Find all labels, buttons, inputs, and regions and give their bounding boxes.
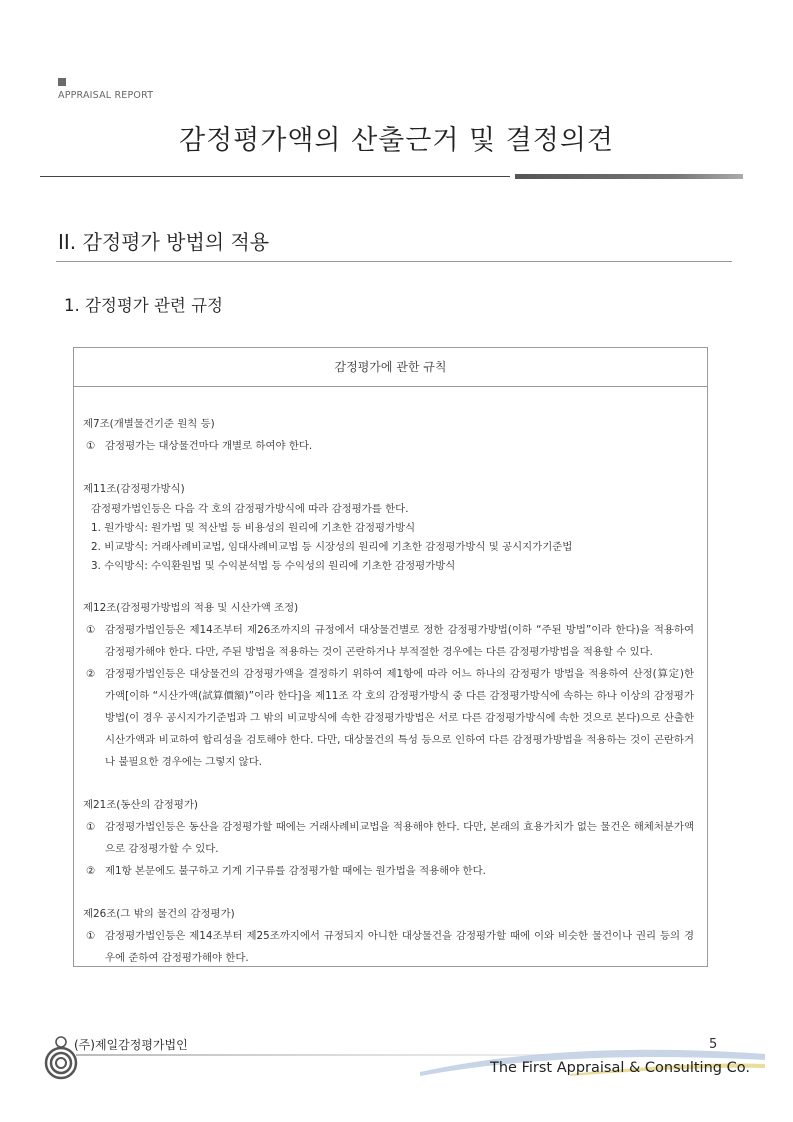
footer-company-kr: (주)제일감정평가법인 bbox=[74, 1038, 188, 1052]
section-title: II. 감정평가 방법의 적용 bbox=[58, 230, 270, 254]
paragraph-text: 감정평가법인등은 동산을 감정평가할 때에는 거래사례비교법을 적용해야 한다. 다만, 본래의 효용가치가 없는 물건은 해체처분가액으로 감정평가할 수 있다. bbox=[105, 821, 694, 855]
article-heading: 제7조(개별물건기준 원칙 등) bbox=[83, 418, 215, 430]
paragraph-text: 감정평가법인등은 제14조부터 제26조까지의 규정에서 대상물건별로 정한 감정평가방법(이하 “주된 방법”이라 한다)을 적용하여 감정평가해야 한다. 다만, 주된 방법을 적용하는 것이 곤란하거나 부적절한 경우에는 다른 감정평가방법을 적용할 수 있다. bbox=[105, 624, 694, 658]
paragraph-mark: ② bbox=[86, 865, 96, 877]
paragraph-text: 감정평가는 대상물건마다 개별로 하여야 한다. bbox=[105, 440, 313, 452]
article-paragraph bbox=[83, 860, 698, 882]
paragraph-mark: ① bbox=[86, 440, 96, 452]
article-line: 3. 수익방식: 수익환원법 및 수익분석법 등 수익성의 원리에 기초한 감정평가방식 bbox=[91, 560, 456, 572]
report-label: APPRAISAL REPORT bbox=[58, 90, 154, 101]
rules-box-body bbox=[83, 414, 698, 991]
page-number: 5 bbox=[709, 1037, 718, 1052]
article-line: 1. 원가방식: 원가법 및 적산법 등 비용성의 원리에 기초한 감정평가방식 bbox=[91, 522, 416, 534]
article-21 bbox=[83, 795, 698, 882]
article-heading: 제26조(그 밖의 물건의 감정평가) bbox=[83, 908, 235, 920]
article-26 bbox=[83, 904, 698, 969]
article-line: 2. 비교방식: 거래사례비교법, 임대사례비교법 등 시장성의 원리에 기초한 감정평가방식 및 공시지가기준법 bbox=[91, 541, 573, 553]
paragraph-mark: ① bbox=[86, 930, 96, 942]
paragraph-mark: ① bbox=[86, 821, 96, 833]
article-heading: 제21조(동산의 감정평가) bbox=[83, 799, 198, 811]
title-rule-thin bbox=[40, 176, 510, 177]
article-paragraph bbox=[83, 435, 698, 457]
paragraph-text: 제1항 본문에도 불구하고 기계 기구류를 감정평가할 때에는 원가법을 적용해야 한다. bbox=[105, 865, 486, 877]
article-7 bbox=[83, 414, 698, 457]
paragraph-text: 감정평가법인등은 제14조부터 제25조까지에서 규정되지 아니한 대상물건을 감정평가할 때에 이와 비슷한 물건이나 권리 등의 경우에 준하여 감정평가해야 한다. bbox=[105, 930, 694, 964]
section-rule bbox=[56, 261, 732, 262]
title-rule-thick bbox=[515, 174, 743, 179]
paragraph-mark: ① bbox=[86, 624, 96, 636]
paragraph-mark: ② bbox=[86, 668, 96, 680]
subsection-title: 1. 감정평가 관련 규정 bbox=[64, 296, 223, 315]
article-paragraph bbox=[83, 816, 698, 860]
article-paragraph bbox=[83, 925, 698, 969]
rules-box bbox=[73, 347, 708, 967]
footer-company-en: The First Appraisal & Consulting Co. bbox=[490, 1060, 750, 1076]
rules-box-heading: 감정평가에 관한 규칙 bbox=[74, 348, 707, 387]
article-heading: 제12조(감정평가방법의 적용 및 시산가액 조정) bbox=[83, 602, 299, 614]
paragraph-text: 감정평가법인등은 대상물건의 감정평가액을 결정하기 위하여 제1항에 따라 어느 하나의 감정평가 방법을 적용하여 산정(算定)한 가액[이하 “시산가액(試算價額)”이라 한다]을 제11조 각 호의 감정평가방식 중 다른 감정평가방식에 속하는 하나 이상의 감정평가방법(이 경우 공시지가기준법과 그 밖의 비교방식에 속한 감정평가방법은 서로 다른 감정평가방식에 속한 것으로 본다)으로 산출한 시산가액과 비교하여 합리성을 검토해야 한다. 다만, 대상물건의 특성 등으로 인하여 다른 감정평가방법을 적용하는 것이 곤란하거나 불필요한 경우에는 그렇지 않다. bbox=[105, 668, 694, 768]
article-11 bbox=[83, 479, 698, 576]
report-mark-square bbox=[58, 78, 66, 86]
article-heading: 제11조(감정평가방식) bbox=[83, 483, 185, 495]
article-paragraph bbox=[83, 663, 698, 773]
concentric-rings-logo-icon bbox=[44, 1033, 78, 1081]
page-title: 감정평가액의 산출근거 및 결정의견 bbox=[179, 125, 614, 156]
article-paragraph bbox=[83, 619, 698, 663]
article-12 bbox=[83, 598, 698, 773]
article-line: 감정평가법인등은 다음 각 호의 감정평가방식에 따라 감정평가를 한다. bbox=[91, 503, 409, 515]
